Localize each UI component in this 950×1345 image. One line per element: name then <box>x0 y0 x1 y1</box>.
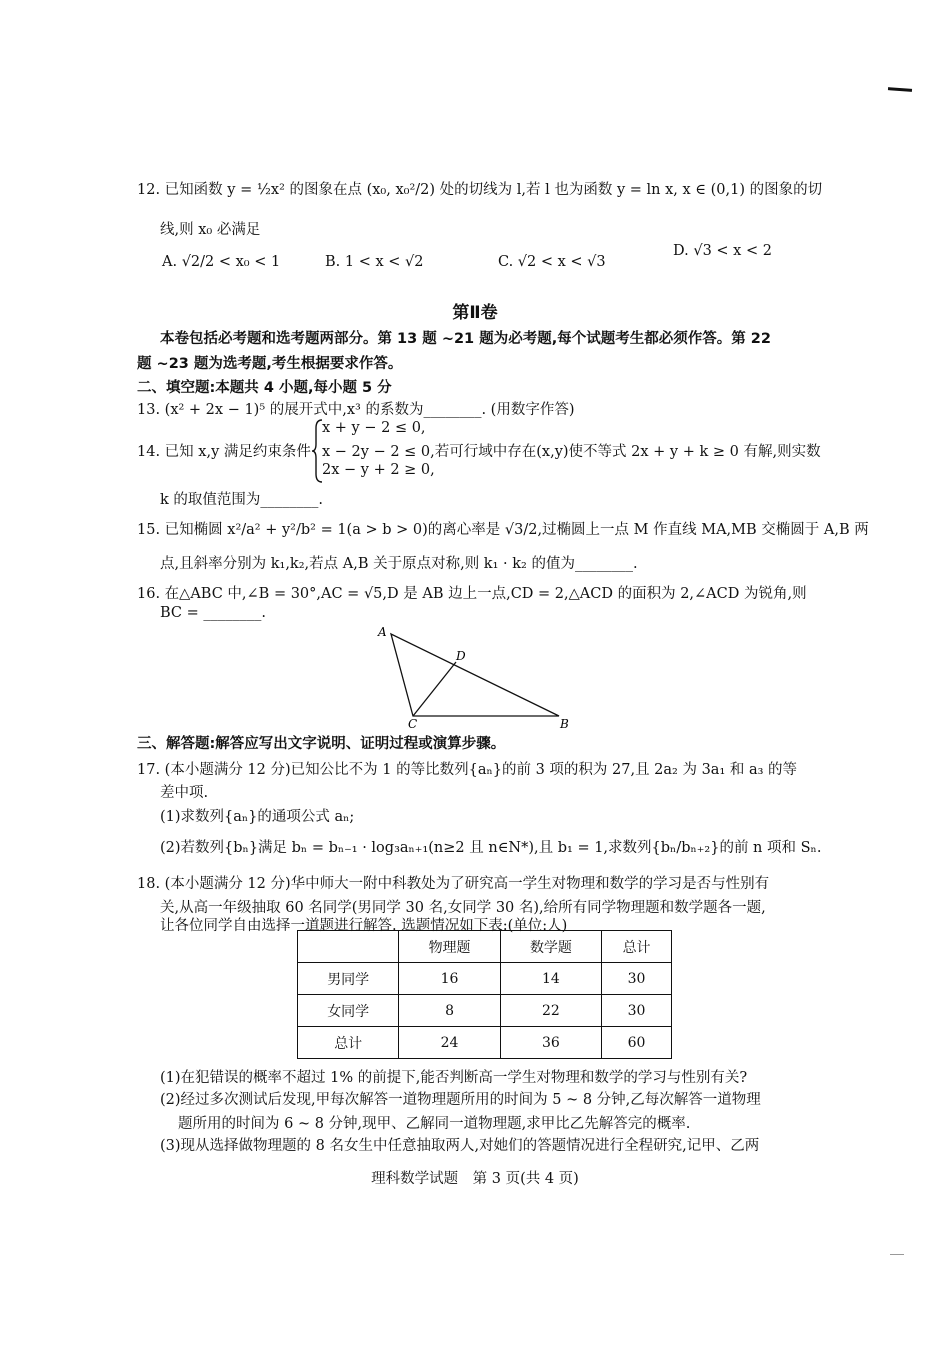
table-header-cell <box>298 931 399 963</box>
table-cell: 36 <box>500 1027 601 1059</box>
q18-part2-line1: (2)经过多次测试后发现,甲每次解答一道物理题所用的时间为 5 ~ 8 分钟,乙每次解答一道物理 <box>160 1092 761 1108</box>
table-cell: 总计 <box>298 1027 399 1059</box>
q18-part1: (1)在犯错误的概率不超过 1% 的前提下,能否判断高一学生对物理和数学的学习与性别有关? <box>160 1070 748 1086</box>
q12-option-b: B. 1 < x < √2 <box>325 254 424 270</box>
solution-heading: 三、解答题:解答应写出文字说明、证明过程或演算步骤。 <box>137 736 506 752</box>
table-cell: 8 <box>399 995 500 1027</box>
segment-cd <box>413 662 456 716</box>
page-footer: 理科数学试题 第 3 页(共 4 页) <box>371 1171 579 1187</box>
q14-constraint-3: 2x − y + 2 ≥ 0, <box>322 462 435 478</box>
q12-option-d: D. √3 < x < 2 <box>673 243 772 259</box>
label-c: C <box>408 717 418 730</box>
table-cell: 女同学 <box>298 995 399 1027</box>
table-cell: 30 <box>602 995 672 1027</box>
table-row <box>298 963 672 995</box>
q18-part3: (3)现从选择做物理题的 8 名女生中任意抽取两人,对她们的答题情况进行全程研究,记甲、乙两 <box>160 1138 760 1154</box>
q14-line2: k 的取值范围为________. <box>160 492 324 508</box>
table-header-cell: 数学题 <box>500 931 601 963</box>
q18-part2-line2: 题所用的时间为 6 ~ 8 分钟,现甲、乙解同一道物理题,求甲比乙先解答完的概率. <box>178 1116 691 1132</box>
table-cell: 24 <box>399 1027 500 1059</box>
table-row <box>298 1027 672 1059</box>
table-cell: 16 <box>399 963 500 995</box>
corner-mark <box>888 87 912 92</box>
q17-part2: (2)若数列{bₙ}满足 bₙ = bₙ₋₁ · log₃aₙ₊₁(n≥2 且 n∈N*),且 b₁ = 1,求数列{bₙ/bₙ₊₂}的前 n 项和 Sₙ. <box>160 840 822 856</box>
q12-option-a: A. √2/2 < x₀ < 1 <box>162 254 281 270</box>
label-b: B <box>560 717 569 730</box>
table-cell: 60 <box>602 1027 672 1059</box>
label-a: A <box>378 625 387 639</box>
table-row <box>298 995 672 1027</box>
triangle-abc <box>391 634 559 716</box>
section-intro-line1: 本卷包括必考题和选考题两部分。第 13 题 ~21 题为必考题,每个试题考生都必须作答。第 22 <box>160 331 771 347</box>
triangle-figure <box>370 622 580 730</box>
q12-line2: 线,则 x₀ 必满足 <box>160 222 261 238</box>
q17-line1: 17. (本小题满分 12 分)已知公比不为 1 的等比数列{aₙ}的前 3 项的积为 27,且 2a₂ 为 3a₁ 和 a₃ 的等 <box>137 762 798 778</box>
q18-line1: 18. (本小题满分 12 分)华中师大一附中科教处为了研究高一学生对物理和数学的学习是否与性别有 <box>137 876 770 892</box>
q15-line1: 15. 已知椭圆 x²/a² + y²/b² = 1(a > b > 0)的离心率是 √3/2,过椭圆上一点 M 作直线 MA,MB 交椭圆于 A,B 两 <box>137 522 869 538</box>
q14-constraint-2: x − 2y − 2 ≤ 0,若可行域中存在(x,y)使不等式 2x + y + k ≥ 0 有解,则实数 <box>322 444 821 460</box>
q14-constraint-1: x + y − 2 ≤ 0, <box>322 420 426 436</box>
section-intro-line2: 题 ~23 题为选考题,考生根据要求作答。 <box>137 356 403 372</box>
margin-tick <box>890 1254 904 1255</box>
table-cell: 22 <box>500 995 601 1027</box>
q16-line2: BC = ________. <box>160 605 266 621</box>
table-header-row <box>298 931 672 963</box>
survey-table <box>297 930 672 1059</box>
q17-line2: 差中项. <box>160 785 209 801</box>
table-header-cell: 总计 <box>602 931 672 963</box>
fill-in-heading: 二、填空题:本题共 4 小题,每小题 5 分 <box>137 380 392 396</box>
q16-line1: 16. 在△ABC 中,∠B = 30°,AC = √5,D 是 AB 边上一点,CD = 2,△ACD 的面积为 2,∠ACD 为锐角,则 <box>137 586 807 602</box>
q17-part1: (1)求数列{aₙ}的通项公式 aₙ; <box>160 809 355 825</box>
label-d: D <box>456 649 466 663</box>
q13-text: 13. (x² + 2x − 1)⁵ 的展开式中,x³ 的系数为________. (用数字作答) <box>137 402 575 418</box>
q14-prefix: 14. 已知 x,y 满足约束条件 <box>137 444 311 460</box>
table-cell: 14 <box>500 963 601 995</box>
q12-line1: 12. 已知函数 y = ½x² 的图象在点 (x₀, x₀²/2) 处的切线为 l,若 l 也为函数 y = ln x, x ∈ (0,1) 的图象的切 <box>137 182 823 198</box>
table-cell: 男同学 <box>298 963 399 995</box>
q12-option-c: C. √2 < x < √3 <box>498 254 606 270</box>
table-cell: 30 <box>602 963 672 995</box>
q15-line2: 点,且斜率分别为 k₁,k₂,若点 A,B 关于原点对称,则 k₁ · k₂ 的值为________. <box>160 556 638 572</box>
q18-line2: 关,从高一年级抽取 60 名同学(男同学 30 名,女同学 30 名),给所有同学物理题和数学题各一题, <box>160 900 766 916</box>
q18-line3: 让各位同学自由选择一道题进行解答. 选题情况如下表:(单位:人) <box>160 918 568 934</box>
section-title: 第Ⅱ卷 <box>452 303 498 323</box>
table-header-cell: 物理题 <box>399 931 500 963</box>
